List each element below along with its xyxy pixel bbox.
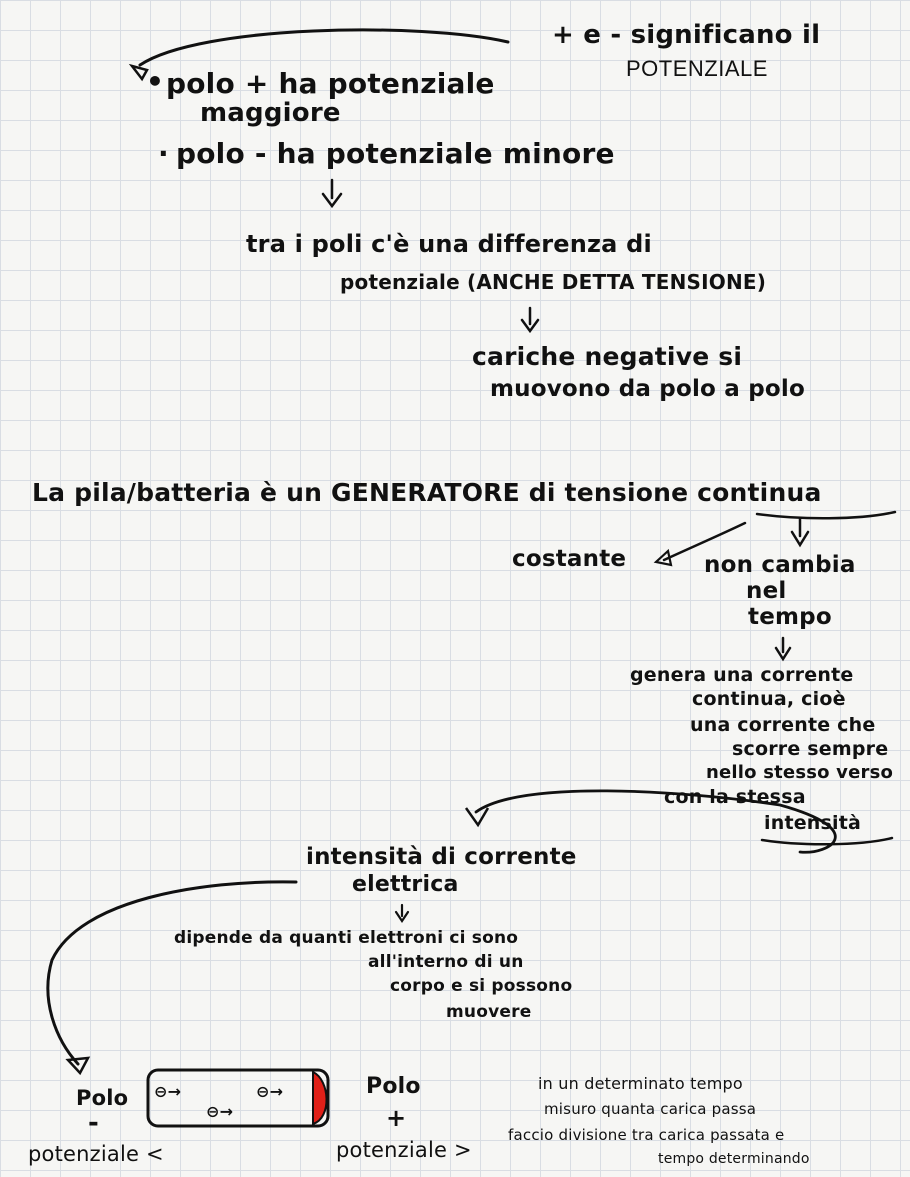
right-pole-sign: + bbox=[386, 1104, 407, 1132]
genera-line6: con la stessa bbox=[664, 786, 806, 808]
genera-line5: nello stesso verso bbox=[706, 762, 894, 783]
non-cambia-line2: nel bbox=[746, 578, 787, 604]
top-arc-arrow bbox=[140, 30, 508, 65]
bullet-minus: · bbox=[158, 137, 169, 170]
intensita-underline bbox=[762, 838, 892, 844]
right-pole-potential: potenziale > bbox=[336, 1138, 472, 1162]
pole-plus-line1: polo + ha potenziale bbox=[166, 67, 495, 100]
down-arrow-2 bbox=[522, 308, 538, 331]
electron-icon: ⊖→ bbox=[256, 1082, 284, 1101]
genera-line1: genera una corrente bbox=[630, 664, 854, 686]
non-cambia-line1: non cambia bbox=[704, 552, 856, 578]
pole-minus-line1: polo - ha potenziale minore bbox=[176, 137, 615, 170]
measure-line1: in un determinato tempo bbox=[538, 1074, 743, 1093]
difference-line2: potenziale (ANCHE DETTA TENSIONE) bbox=[340, 270, 767, 294]
potenziale-caps-text: POTENZIALE bbox=[626, 56, 768, 81]
dipende-line3: corpo e si possono bbox=[390, 976, 573, 996]
genera-line2: continua, cioè bbox=[692, 688, 846, 710]
genera-line3: una corrente che bbox=[690, 714, 876, 736]
down-arrow-3 bbox=[792, 518, 808, 545]
difference-line1: tra i poli c'è una differenza di bbox=[246, 230, 652, 258]
battery-positive-cap bbox=[313, 1072, 327, 1124]
charges-line2: muovono da polo a polo bbox=[490, 376, 805, 402]
curve-to-left-pole bbox=[48, 882, 296, 1064]
genera-line4: scorre sempre bbox=[732, 738, 889, 760]
genera-line7: intensità bbox=[764, 812, 862, 834]
down-arrow-4 bbox=[776, 638, 790, 659]
measure-line3: faccio divisione tra carica passata e bbox=[508, 1126, 785, 1144]
costante-text: costante bbox=[512, 546, 627, 572]
charges-line1: cariche negative si bbox=[472, 342, 743, 371]
measure-line4: tempo determinando bbox=[658, 1151, 810, 1167]
left-pole-potential: potenziale < bbox=[28, 1142, 164, 1166]
intensita-line1: intensità di corrente bbox=[306, 844, 577, 870]
continua-underline bbox=[757, 512, 895, 518]
signs-meaning-text: + e - significano il bbox=[552, 20, 821, 50]
non-cambia-line3: tempo bbox=[748, 604, 832, 630]
electron-icon: ⊖→ bbox=[154, 1082, 182, 1101]
pole-plus-line2: maggiore bbox=[200, 98, 341, 128]
battery-sentence: La pila/batteria è un GENERATORE di tensione continua bbox=[32, 478, 822, 507]
dipende-line4: muovere bbox=[446, 1002, 532, 1022]
left-pole-label: Polo bbox=[76, 1086, 129, 1110]
right-pole-label: Polo bbox=[366, 1074, 421, 1099]
down-arrow-5 bbox=[396, 905, 408, 921]
electron-icon: ⊖→ bbox=[206, 1102, 234, 1121]
intensita-line2: elettrica bbox=[352, 872, 459, 897]
bullet-plus: • bbox=[146, 65, 165, 98]
left-pole-sign: - bbox=[88, 1108, 99, 1138]
down-arrow-1 bbox=[323, 180, 341, 206]
dipende-line2: all'interno di un bbox=[368, 952, 524, 972]
measure-line2: misuro quanta carica passa bbox=[544, 1100, 757, 1118]
dipende-line1: dipende da quanti elettroni ci sono bbox=[174, 928, 519, 948]
